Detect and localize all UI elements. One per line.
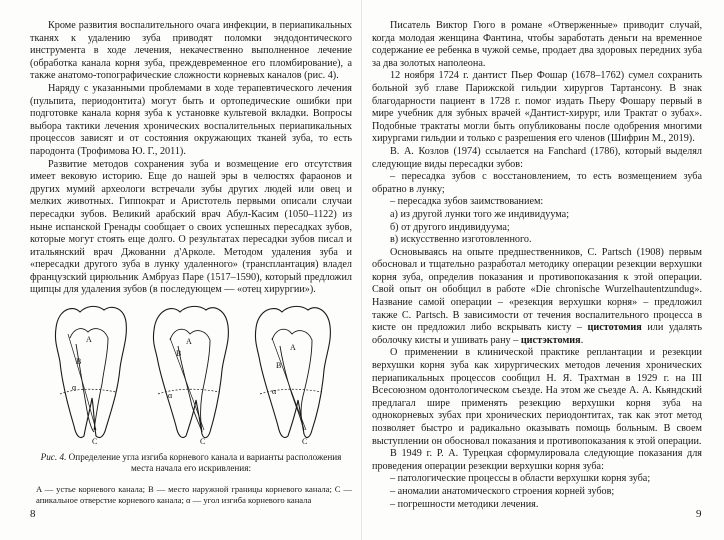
right-page-body (372, 20, 702, 511)
label-c-3: C (302, 437, 308, 446)
left-paragraph-1: Кроме развития воспалительного очага инфекции, в периапикальных тканях к удалению зуба приводят поломки эндодонтического инструмента в ходе лечения, некачественно выполненное лечение (обработка канала корня зуба, преждевременное его пломбирование), а также анатомо-топографические сложности корневых каналов (рис. 4). (30, 20, 352, 82)
figure-caption-text: Определение угла изгиба корневого канала и варианты расположения места начала его искривления: (66, 452, 342, 474)
label-alpha-1: α (72, 383, 77, 392)
label-b-1: B (76, 357, 82, 366)
page-number-right: 9 (696, 508, 702, 520)
label-a-1: A (86, 335, 92, 344)
label-c-1: C (92, 437, 98, 446)
right-paragraph-6: В 1949 г. Р. А. Турецкая сформулировала следующие показания для проведения операции резекции верхушки корня зуба: (372, 448, 702, 472)
term-cystotomy: цистотомия (587, 322, 642, 334)
right-list-item-1: – пересадка зубов с восстановлением, то есть возмещением зуба обратно в лунку; (372, 171, 702, 195)
right-list-item-6: – патологические процессы в области верхушки корня зуба; (390, 473, 651, 485)
page-number-left: 8 (30, 508, 36, 520)
left-page-body (30, 20, 352, 297)
right-list-item-3: а) из другой лунки того же индивидуума; (390, 208, 570, 220)
right-paragraph-5: О применении в клинической практике реплантации и резекции верхушки корня зуба как хирургических методов лечения хронических периапикальных процессов сообщил Н. Я. Трахтман в 1929 г. на III Всесоюзном одонтологическом съезде. На этом же съезде А. А. Кьяндский предлагал шире применять резекцию верхушки корня зуба на однокорневых зубах при хронических периодонтитах, так как этот метод позволяет быстро и радикально оказывать помощь больным. В своем выступлении он обосновал показания и противопоказания к этой операции. (372, 347, 702, 447)
left-paragraph-2: Наряду с указанными проблемами в ходе терапевтического лечения (пульпита, периодонтита) могут быть и ортопедические ошибки при подготовке канала корня зуба к установке культевой вкладки. Вопросы выбора тактики лечения хронических воспалительных периапикальных процессов зависят и от состояния окружающих тканей зуба, то есть пародонта (Трофимова Ю. Г., 2011). (30, 82, 352, 157)
right-paragraph-3: В. А. Козлов (1974) ссылается на Fanchard (1786), который выделял следующие виды пересадки зубов: (372, 145, 702, 170)
tooth-illustration (46, 298, 346, 446)
figure-legend: A — устье корневого канала; B — место наружной границы корневого канала; C — апикальное отверстие корневого канала; α — угол изгиба корневого канала (36, 484, 352, 505)
angle-guide-lines (68, 334, 306, 430)
tooth-1-drawing (55, 306, 126, 437)
right-list-item-5: в) искусственно изготовленного. (390, 234, 532, 246)
right-list-item-7: – аномалии анатомического строения корней зубов; (390, 485, 615, 497)
label-b-2: B (176, 349, 182, 358)
tooth-2-drawing (153, 306, 228, 437)
label-a-2: A (186, 337, 192, 346)
right-paragraph-1: Писатель Виктор Гюго в романе «Отверженные» приводит случай, когда молодая женщина Фантина, чтобы заработать деньги на временное содержание ее ребенка в чужой семье, продает два здоровых передних зуба за два золотых наполеона. (372, 20, 702, 69)
figure-caption-number: Рис. 4. (40, 452, 67, 462)
label-b-3: B (276, 361, 282, 370)
label-alpha-2: α (168, 391, 173, 400)
right-list-item-4: б) от другого индивидуума; (390, 221, 510, 233)
right-page (362, 0, 724, 540)
label-alpha-3: α (272, 387, 277, 396)
label-a-3: A (290, 343, 296, 352)
tooth-3-drawing (255, 306, 330, 437)
label-c-2: C (200, 437, 206, 446)
right-paragraph-2: 12 ноября 1724 г. дантист Пьер Фошар (1678–1762) сумел сохранить больной зуб главе Парижской гильдии хирургов Тартансону. В знак благодарности пациент в 1728 г. помог издать Пьеру Фошару первый в мире учебник для зубных врачей «Дантист-хирург, или Трактат о зубах». Подобные трактаты могли быть опубликованы после одобрения многими хирургами гильдии и только с разрешения его членов (Шифрин М., 2019). (372, 70, 702, 145)
right-list-item-2: – пересадка зубов заимствованием: (390, 196, 544, 208)
tooth-canal-figure (46, 298, 346, 446)
left-paragraph-3: Развитие методов сохранения зуба и возмещение его отсутствия имеет вековую историю. Еще до нашей эры в челюстях фараонов и других мумий археологи встречали зубы других людей или овец и мелких животных. Гиппократ и Аристотель первыми описали случаи пересадки зубов. Великий арабский врач Абул-Касим (1050–1122) из ныне испанской Гренады сообщает о своих успешных пересадках зубов, которые могут стоять еще долго. О результатах пересадки зубов писал и итальянский врач Джованни д'Арколе. Методом удаления зуба и «пересадки другого зуба в лунку удаленного» (трансплантация) владел французский цирюльник Амбруаз Паре (1517–1590), который предложил щипцы для удаления зубов (в последующем — «отец хирургии»). (30, 158, 352, 296)
term-cystectomy: цистэктомия (520, 334, 581, 346)
right-paragraph-4: Основываясь на опыте предшественников, C. Partsch (1908) первым обосновал и тщательно разработал методику операции резекции верхушки корня зуба, определив показания и противопоказания к этой операции. Свой опыт он обобщил в работе «Die chronische Wurzelhautentzundug». Название самой операции – «резекция верхушки корня» – предложил также C. Partsch. В зависимости от течения воспалительного процесса в кисте он предложил либо вскрывать кисту – цистотомия или удалять оболочку кисты и ушивать рану – цистэктомия. (372, 246, 702, 346)
figure-caption (36, 452, 346, 475)
right-list-item-8: – погрешности методики лечения. (390, 498, 539, 510)
